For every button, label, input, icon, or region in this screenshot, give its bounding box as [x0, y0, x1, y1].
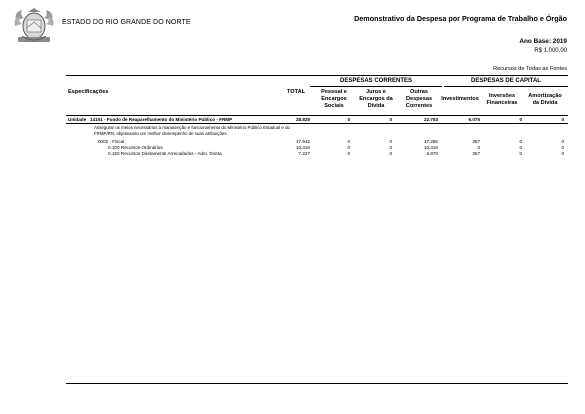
row-ordinarios-inversoes: 0	[519, 145, 522, 150]
group-despesas-capital: DESPESAS DE CAPITAL	[471, 78, 541, 84]
footer-rule	[66, 383, 568, 384]
row-label-ordinarios: 0.100 Recursos Ordinários	[108, 145, 163, 150]
row-fiscal-juros: 0	[389, 139, 392, 144]
capital-group-rule	[444, 86, 568, 87]
row-fiscal-pessoal: 0	[347, 139, 350, 144]
row-fiscal-outras: 17.286	[423, 139, 438, 144]
unit-juros: 0	[389, 117, 392, 122]
row-arrecadados-juros: 0	[389, 151, 392, 156]
unit-tag: Unidade	[68, 117, 87, 122]
coat-of-arms-logo	[12, 6, 56, 46]
row-arrecadados-pessoal: 0	[347, 151, 350, 156]
row-ordinarios-juros: 0	[389, 145, 392, 150]
col-outras: Outras Despesas Correntes	[405, 89, 433, 109]
header-top-rule	[66, 75, 568, 76]
row-arrecadados-inversoes: 0	[519, 151, 522, 156]
row-ordinarios-investimentos: 0	[477, 145, 480, 150]
year-label: Ano Base: 2019	[519, 38, 567, 45]
row-arrecadados-outras: 6.870	[426, 151, 438, 156]
row-fiscal-amortizacao: 0	[561, 139, 564, 144]
sources-label: Recursos de Todas as Fontes	[493, 66, 567, 72]
unit-investimentos: 6.075	[468, 117, 480, 122]
unit-total: 28.828	[295, 117, 310, 122]
unit-outras: 22.753	[423, 117, 438, 122]
current-group-rule	[310, 86, 442, 87]
col-especificacoes: Especificações	[68, 89, 109, 95]
row-label-fiscal: 0002 - Fiscal	[98, 139, 125, 144]
col-amortizacao: Amortização da Dívida	[528, 93, 562, 106]
row-fiscal-total: 17.642	[295, 139, 310, 144]
row-arrecadados-investimentos: 357	[472, 151, 480, 156]
row-ordinarios-amortizacao: 0	[561, 145, 564, 150]
col-investimentos: Investimentos	[441, 96, 479, 102]
unit-amortizacao: 0	[561, 117, 564, 122]
row-arrecadados-amortizacao: 0	[561, 151, 564, 156]
group-despesas-correntes: DESPESAS CORRENTES	[339, 78, 412, 84]
report-title: Demonstrativo da Despesa por Programa de Trabalho e Órgão	[354, 14, 567, 23]
col-juros: Juros e Encargos da Dívida	[359, 89, 393, 109]
col-total: TOTAL	[286, 89, 306, 95]
row-ordinarios-outras: 10.416	[423, 145, 438, 150]
unit-label: 14151 - Fundo de Reaparelhamento do Ministério Público - FRMP	[90, 117, 233, 122]
unit-inversoes: 0	[519, 117, 522, 122]
row-fiscal-investimentos: 357	[472, 139, 480, 144]
unit-pessoal: 0	[347, 117, 350, 122]
row-ordinarios-pessoal: 0	[347, 145, 350, 150]
row-fiscal-inversoes: 0	[519, 139, 522, 144]
col-inversoes: Inversões Financeiras	[486, 93, 518, 106]
state-name: ESTADO DO RIO GRANDE DO NORTE	[62, 19, 191, 26]
row-label-arrecadados: 0.150 Recursos Diretamente Arrecadados - Adm. Direta	[108, 151, 222, 156]
program-description: Assegurar os meios necessários à manutenção e funcionamento do Ministério Público Estadual e do FRMP/RN, objetivando um melhor desempenho de suas atribuições.	[94, 125, 290, 136]
row-ordinarios-total: 10.416	[295, 145, 310, 150]
row-arrecadados-total: 7.227	[298, 151, 310, 156]
header-bottom-rule	[66, 115, 568, 116]
unit-label: R$ 1.000,00	[534, 48, 567, 54]
col-pessoal: Pessoal e Encargos Sociais	[321, 89, 347, 109]
unit-row-rule	[66, 123, 568, 124]
